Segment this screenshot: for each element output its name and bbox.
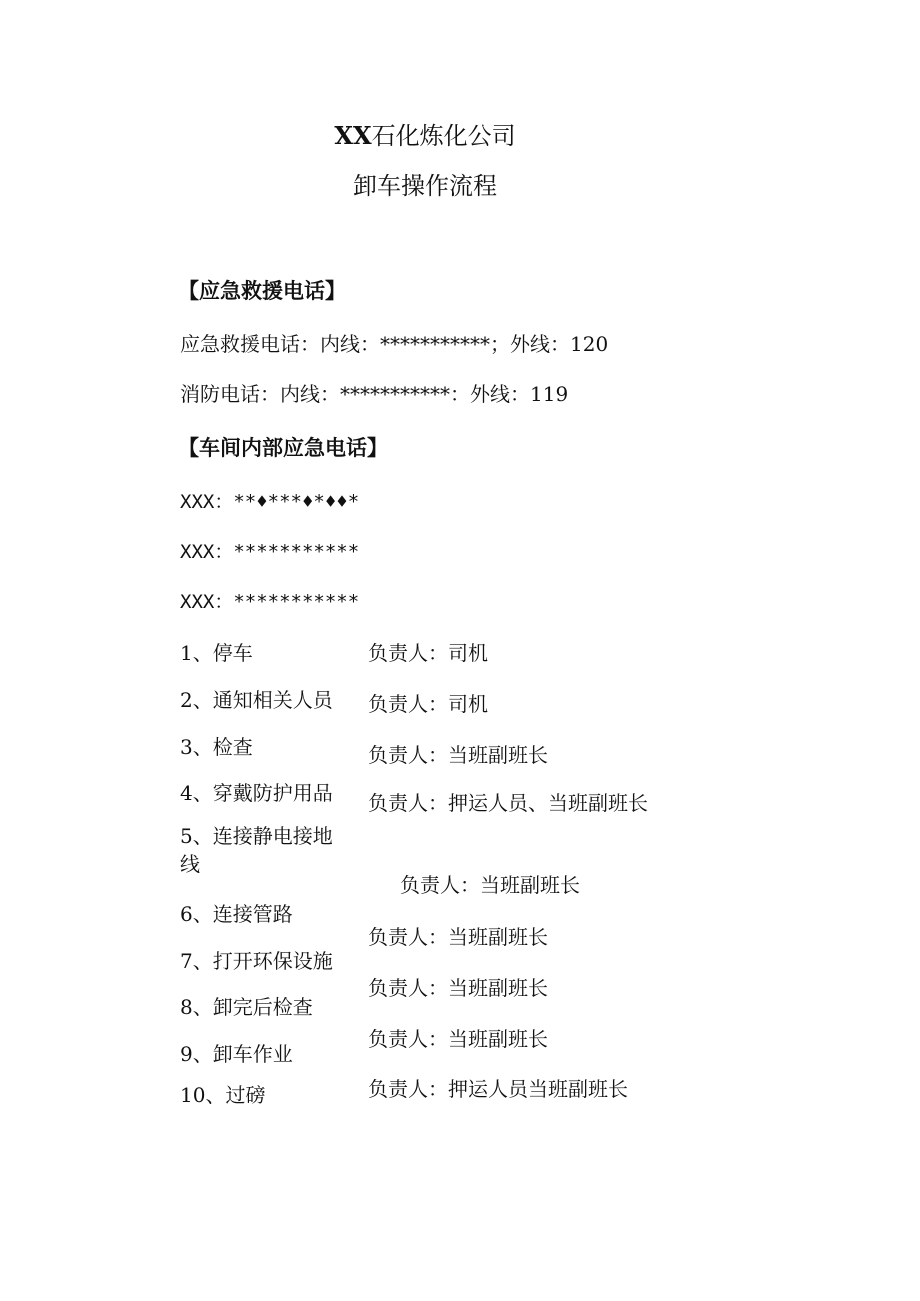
step-9-label: 9、卸车作业 [180,1042,293,1066]
step-2-responsible: 负责人：司机 [368,692,488,716]
workshop-contact-1: XXX：**♦***♦*♦♦* [180,491,360,513]
workshop-contact-2: XXX：*********** [180,541,360,563]
company-prefix: XX [334,121,372,150]
company-name [0,116,850,151]
clipped-row [0,1077,920,1107]
step-8-responsible: 负责人：当班副班长 [368,1027,548,1051]
company-name-rest: 石化炼化公司 [371,122,516,150]
step-1-responsible: 负责人：司机 [368,641,488,665]
step-7-label: 7、打开环保设施 [180,949,333,973]
step-6-responsible: 负责人：当班副班长 [368,925,548,949]
step-2-label: 2、通知相关人员 [180,688,333,712]
step-8-label: 8、卸完后检查 [180,995,313,1019]
workshop-heading: 【车间内部应急电话】 [178,436,388,460]
emergency-heading: 【应急救援电话】 [178,279,346,303]
workshop-contact-3: XXX：*********** [180,591,360,613]
step-5-responsible: 负责人：当班副班长 [400,873,580,897]
document-title: 卸车操作流程 [353,172,497,200]
step-10-label: 10、过磅 [180,1083,266,1107]
step-3-responsible: 负责人：当班副班长 [368,743,548,767]
rescue-phone-line: 应急救援电话：内线：***********；外线：120 [180,332,609,356]
step-4-label: 4、穿戴防护用品 [180,781,333,805]
step-7-responsible: 负责人：当班副班长 [368,976,548,1000]
fire-phone-line: 消防电话：内线：***********：外线：119 [180,382,569,406]
step-3-label: 3、检查 [180,735,253,759]
step-6-label: 6、连接管路 [180,902,293,926]
step-9-responsible: 负责人：押运人员当班副班长 [368,1077,628,1101]
step-1-label: 1、停车 [180,641,253,665]
step-4-responsible: 负责人：押运人员、当班副班长 [368,791,648,815]
step-5-label: 5、连接静电接地线 [180,824,333,876]
